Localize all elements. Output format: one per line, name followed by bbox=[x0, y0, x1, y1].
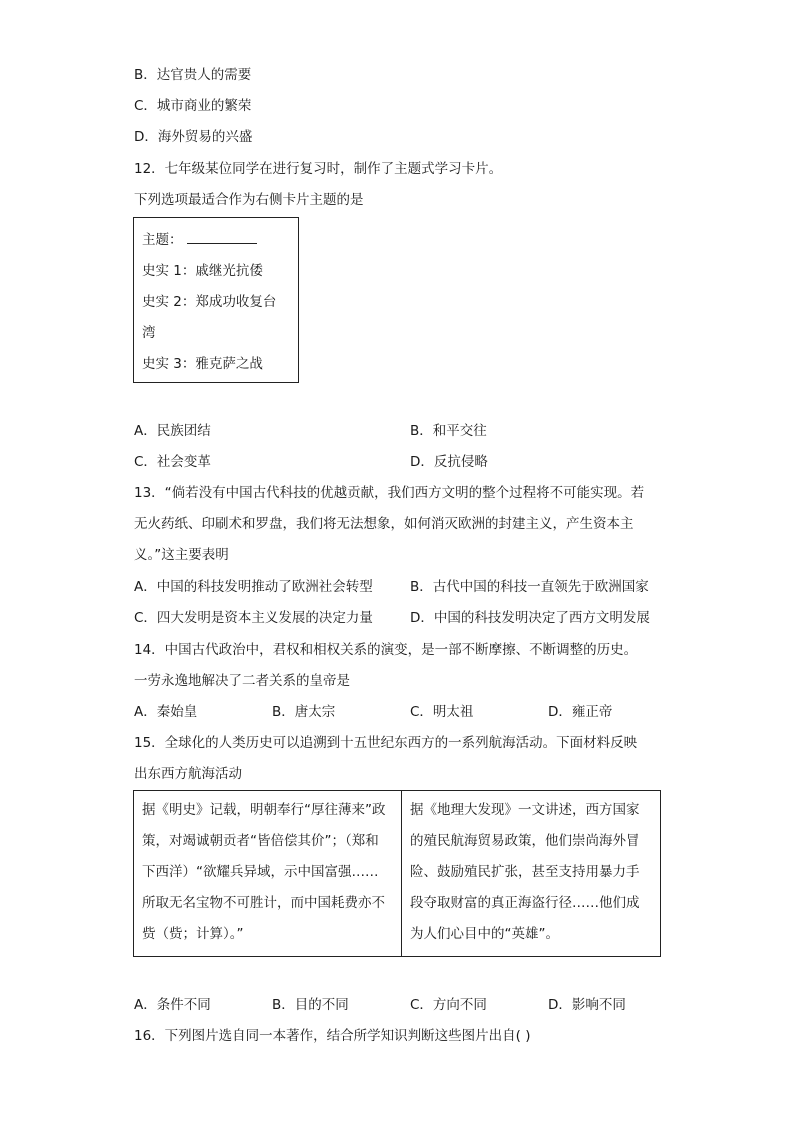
q15-right-cell-line: 为人们心目中的“英雄”。 bbox=[410, 926, 559, 942]
q12-card-theme-label: 主题： bbox=[142, 232, 183, 248]
q12-card-fact2b: 湾 bbox=[142, 325, 156, 341]
q15-left-cell-line: 据《明史》记载，明朝奉行“厚往薄来”政 bbox=[142, 802, 386, 818]
q15-option-a: A．条件不同 bbox=[134, 997, 211, 1013]
q15-option-d: D．影响不同 bbox=[548, 997, 626, 1013]
q15-table-divider bbox=[401, 791, 402, 956]
q14-option-d: D．雍正帝 bbox=[548, 704, 613, 720]
q13-option-a: A．中国的科技发明推动了欧洲社会转型 bbox=[134, 579, 373, 595]
q12-card-fact2a: 史实 2：郑成功收复台 bbox=[142, 294, 277, 310]
q12-card-fact1: 史实 1：戚继光抗倭 bbox=[142, 263, 263, 279]
q15-left-cell-line: 赀（赀；计算）。” bbox=[142, 926, 244, 942]
q15-option-c: C．方向不同 bbox=[410, 997, 487, 1013]
q11-option-d: D．海外贸易的兴盛 bbox=[134, 129, 253, 145]
q12-card-theme bbox=[142, 230, 257, 250]
q14-option-a: A．秦始皇 bbox=[134, 704, 198, 720]
q15-stem-line1: 15．全球化的人类历史可以追溯到十五世纪东西方的一系列航海活动。下面材料反映 bbox=[134, 735, 638, 751]
q12-stem-line1: 12．七年级某位同学在进行复习时，制作了主题式学习卡片。 bbox=[134, 161, 503, 177]
q15-left-cell-line: 所取无名宝物不可胜计，而中国耗费亦不 bbox=[142, 895, 385, 911]
q12-option-d: D．反抗侵略 bbox=[410, 454, 488, 470]
q15-right-cell-line: 据《地理大发现》一文讲述，西方国家 bbox=[410, 802, 640, 818]
q12-card-fact3: 史实 3：雅克萨之战 bbox=[142, 356, 263, 372]
q12-option-a: A．民族团结 bbox=[134, 423, 211, 439]
q15-stem-line2: 出东西方航海活动 bbox=[134, 766, 242, 782]
q16-stem-line1: 16．下列图片选自同一本著作，结合所学知识判断这些图片出自( ) bbox=[134, 1028, 531, 1044]
q12-option-c: C．社会变革 bbox=[134, 454, 211, 470]
q12-card-theme-blank bbox=[187, 230, 257, 244]
q15-option-b: B．目的不同 bbox=[272, 997, 349, 1013]
q14-stem-line2: 一劳永逸地解决了二者关系的皇帝是 bbox=[134, 673, 350, 689]
q15-right-cell-line: 段夺取财富的真正海盗行径……他们成 bbox=[410, 895, 640, 911]
q14-stem-line1: 14．中国古代政治中，君权和相权关系的演变，是一部不断摩擦、不断调整的历史。 bbox=[134, 642, 638, 658]
q15-right-cell-line: 的殖民航海贸易政策，他们崇尚海外冒 bbox=[410, 833, 640, 849]
q13-option-c: C．四大发明是资本主义发展的决定力量 bbox=[134, 610, 373, 626]
q14-option-c: C．明太祖 bbox=[410, 704, 474, 720]
q13-stem-line3: 义。”这主要表明 bbox=[134, 547, 229, 563]
q13-option-d: D．中国的科技发明决定了西方文明发展 bbox=[410, 610, 650, 626]
q15-right-cell-line: 险、鼓励殖民扩张，甚至支持用暴力手 bbox=[410, 864, 640, 880]
q12-stem-line2: 下列选项最适合作为右侧卡片主题的是 bbox=[134, 192, 364, 208]
q15-material-table bbox=[133, 790, 661, 957]
q11-option-b: B．达官贵人的需要 bbox=[134, 67, 252, 83]
q15-left-cell-line: 策，对竭诚朝贡者“皆倍偿其价”；（郑和 bbox=[142, 833, 379, 849]
q15-left-cell-line: 下西洋）“欲耀兵异域，示中国富强…… bbox=[142, 864, 379, 880]
q12-study-card bbox=[133, 217, 299, 383]
q13-stem-line2: 无火药纸、印刷术和罗盘，我们将无法想象，如何消灭欧洲的封建主义，产生资本主 bbox=[134, 516, 634, 532]
q13-option-b: B．古代中国的科技一直领先于欧洲国家 bbox=[410, 579, 649, 595]
q13-stem-line1: 13．“倘若没有中国古代科技的优越贡献，我们西方文明的整个过程将不可能实现。若 bbox=[134, 485, 645, 501]
q14-option-b: B．唐太宗 bbox=[272, 704, 336, 720]
q11-option-c: C．城市商业的繁荣 bbox=[134, 98, 252, 114]
q12-option-b: B．和平交往 bbox=[410, 423, 487, 439]
